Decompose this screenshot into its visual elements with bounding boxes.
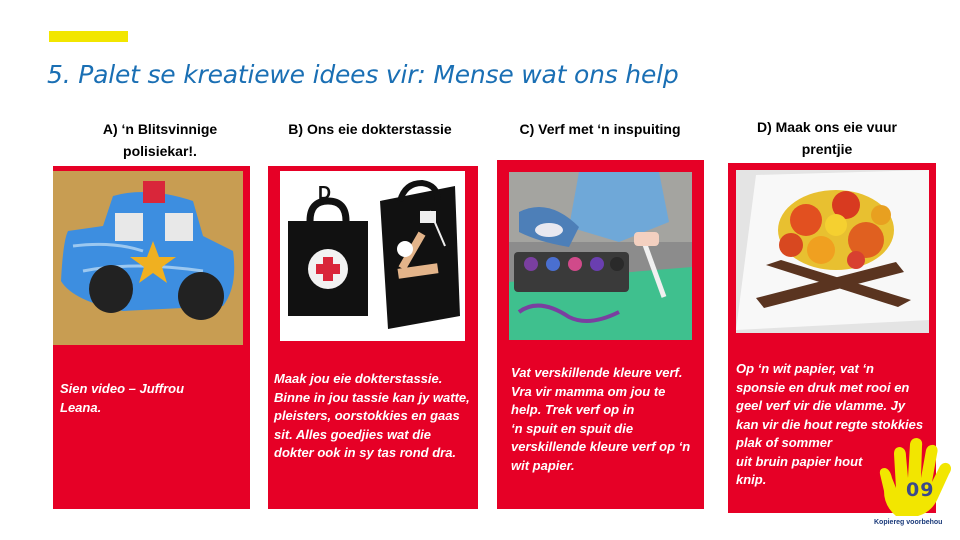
copyright-text: Kopiereg voorbehou <box>874 519 943 526</box>
page-number: 09 <box>906 479 935 501</box>
card-d-heading: D) Maak ons eie vuur prentjie <box>756 119 898 157</box>
hand-logo-icon <box>876 436 956 518</box>
card-a <box>53 166 250 509</box>
card-c-heading: C) Verf met ‘n inspuiting <box>519 121 681 137</box>
photo-label: D <box>318 183 331 203</box>
card-d-description: Op ‘n wit papier, vat ‘n sponsie en druk met rooi en geel verf vir die vlamme. Jy kan vir die hout regte stokkies plak of sommer uit bruin papier hout knip. <box>736 361 924 487</box>
card-a-description: Sien video – Juffrou Leana. <box>60 381 185 415</box>
card-a-heading: A) ‘n Blitsvinnige polisiekar!. <box>102 121 218 159</box>
card-c <box>497 160 704 509</box>
syringe-painting-photo <box>509 172 692 340</box>
card-b-description: Maak jou eie dokterstassie. Binne in jou tassie kan jy watte, pleisters, oorstokkies en gaas sit. Alles goedjies wat die dokter ook in sy tas rond dra. <box>274 371 470 460</box>
doctor-bag-photo <box>280 171 465 341</box>
police-car-photo <box>53 171 243 345</box>
card-b-heading: B) Ons eie dokterstassie <box>288 121 452 137</box>
card-c-description: Vat verskillende kleure verf. Vra vir mamma om jou te help. Trek verf op in ‘n spuit en spuit die verskillende kleure verf op ‘n wit papier. <box>511 365 691 473</box>
fire-picture-photo <box>736 170 929 333</box>
accent-bar <box>49 31 128 42</box>
card-b <box>268 166 478 509</box>
page-title: 5. Palet se kreatiewe idees vir: Mense wat ons help <box>47 60 679 89</box>
